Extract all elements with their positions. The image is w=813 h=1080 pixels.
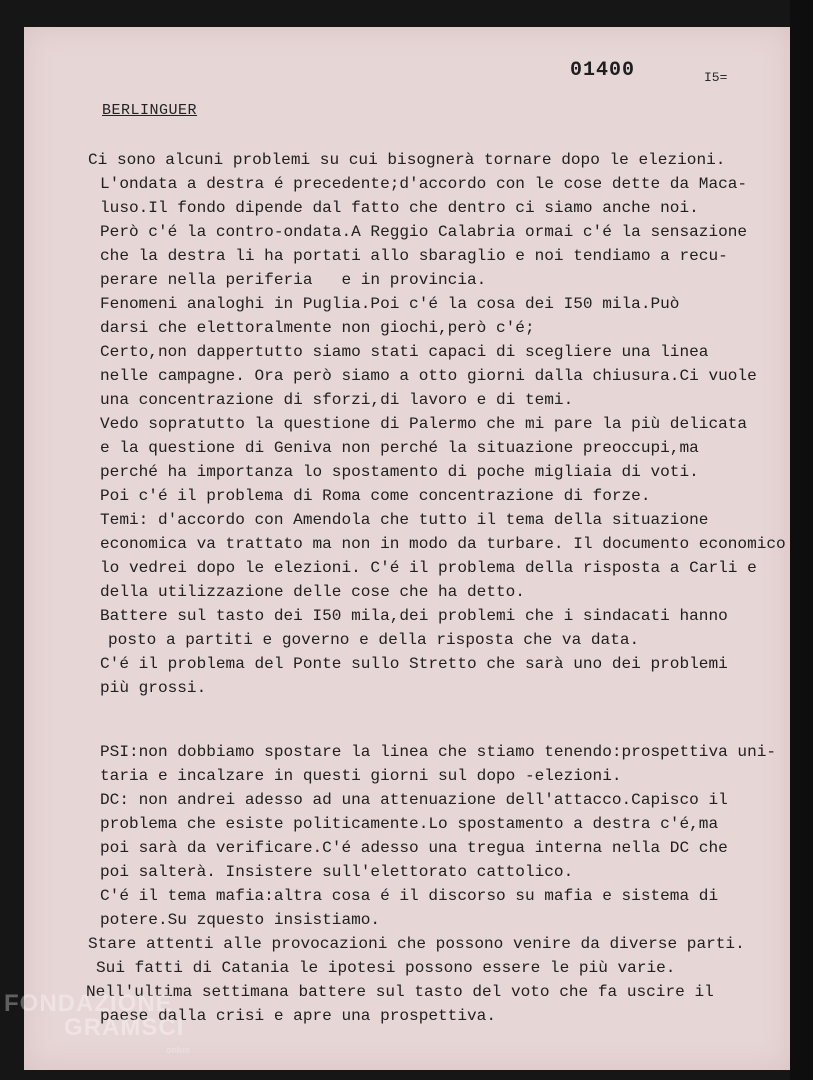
text-line: Ci sono alcuni problemi su cui bisognerà tornare dopo le elezioni. [88, 151, 726, 169]
text-line: che la destra li ha portati allo sbaraglio e noi tendiamo a recu- [100, 247, 728, 265]
text-line: potere.Su zquesto insistiamo. [100, 911, 381, 929]
text-line: luso.Il fondo dipende dal fatto che dentro ci siamo anche noi. [100, 199, 699, 217]
watermark-line-1: FONDAZIONE [4, 990, 173, 1017]
text-line: C'é il tema mafia:altra cosa é il discorso su mafia e sistema di [100, 887, 719, 905]
watermark-line-3: onlus [166, 1045, 190, 1055]
text-line: Vedo sopratutto la questione di Palermo che mi pare la più delicata [100, 415, 748, 433]
document-heading: BERLINGUER [102, 102, 198, 119]
text-line: Nell'ultima settimana battere sul tasto del voto che fa uscire il [86, 983, 714, 1001]
document-number: 01400 [570, 59, 636, 82]
text-line: DC: non andrei adesso ad una attenuazione dell'attacco.Capisco il [100, 791, 728, 809]
scan-border [790, 0, 813, 1080]
text-line: poi salterà. Insistere sull'elettorato cattolico. [100, 863, 574, 881]
text-line: taria e incalzare in questi giorni sul dopo -elezioni. [100, 767, 622, 785]
text-line: una concentrazione di sforzi,di lavoro e di temi. [100, 391, 574, 409]
text-line: Certo,non dappertutto siamo stati capaci di scegliere una linea [100, 343, 709, 361]
text-line: L'ondata a destra é precedente;d'accordo con le cose dette da Maca- [100, 175, 748, 193]
text-line: poi sarà da verificare.C'é adesso una tregua interna nella DC che [100, 839, 728, 857]
document-page [24, 27, 790, 1070]
text-line: Battere sul tasto dei I50 mila,dei problemi che i sindacati hanno [100, 607, 728, 625]
text-line: perare nella periferia e in provincia. [100, 271, 487, 289]
text-line: economica va trattato ma non in modo da turbare. Il documento economico [100, 535, 786, 553]
text-line: Però c'é la contro-ondata.A Reggio Calabria ormai c'é la sensazione [100, 223, 748, 241]
text-line: C'é il problema del Ponte sullo Stretto che sarà uno dei problemi [100, 655, 728, 673]
text-line: più grossi. [100, 679, 207, 697]
text-line: darsi che elettoralmente non giochi,però c'é; [100, 319, 535, 337]
text-line: problema che esiste politicamente.Lo spostamento a destra c'é,ma [100, 815, 719, 833]
text-line: perché ha importanza lo spostamento di poche migliaia di voti. [100, 463, 699, 481]
text-line: Sui fatti di Catania le ipotesi possono essere le più varie. [96, 959, 676, 977]
text-line: Fenomeni analoghi in Puglia.Poi c'é la cosa dei I50 mila.Può [100, 295, 680, 313]
text-line: Temi: d'accordo con Amendola che tutto il tema della situazione [100, 511, 709, 529]
watermark-line-2: GRAMSCI [64, 1014, 185, 1041]
text-line: e la questione di Geniva non perché la situazione preoccupi,ma [100, 439, 699, 457]
fondazione-gramsci-watermark [4, 990, 190, 1055]
text-line: Poi c'é il problema di Roma come concentrazione di forze. [100, 487, 651, 505]
text-line: Stare attenti alle provocazioni che possono venire da diverse parti. [88, 935, 745, 953]
page-mark: I5= [704, 70, 728, 85]
text-line: posto a partiti e governo e della risposta che va data. [108, 631, 640, 649]
text-line: lo vedrei dopo le elezioni. C'é il problema della risposta a Carli e [100, 559, 757, 577]
text-line: PSI:non dobbiamo spostare la linea che stiamo tenendo:prospettiva uni- [100, 743, 777, 761]
text-line: paese dalla crisi e apre una prospettiva. [100, 1007, 496, 1025]
text-line: nelle campagne. Ora però siamo a otto giorni dalla chiusura.Ci vuole [100, 367, 757, 385]
text-line: della utilizzazione delle cose che ha detto. [100, 583, 525, 601]
